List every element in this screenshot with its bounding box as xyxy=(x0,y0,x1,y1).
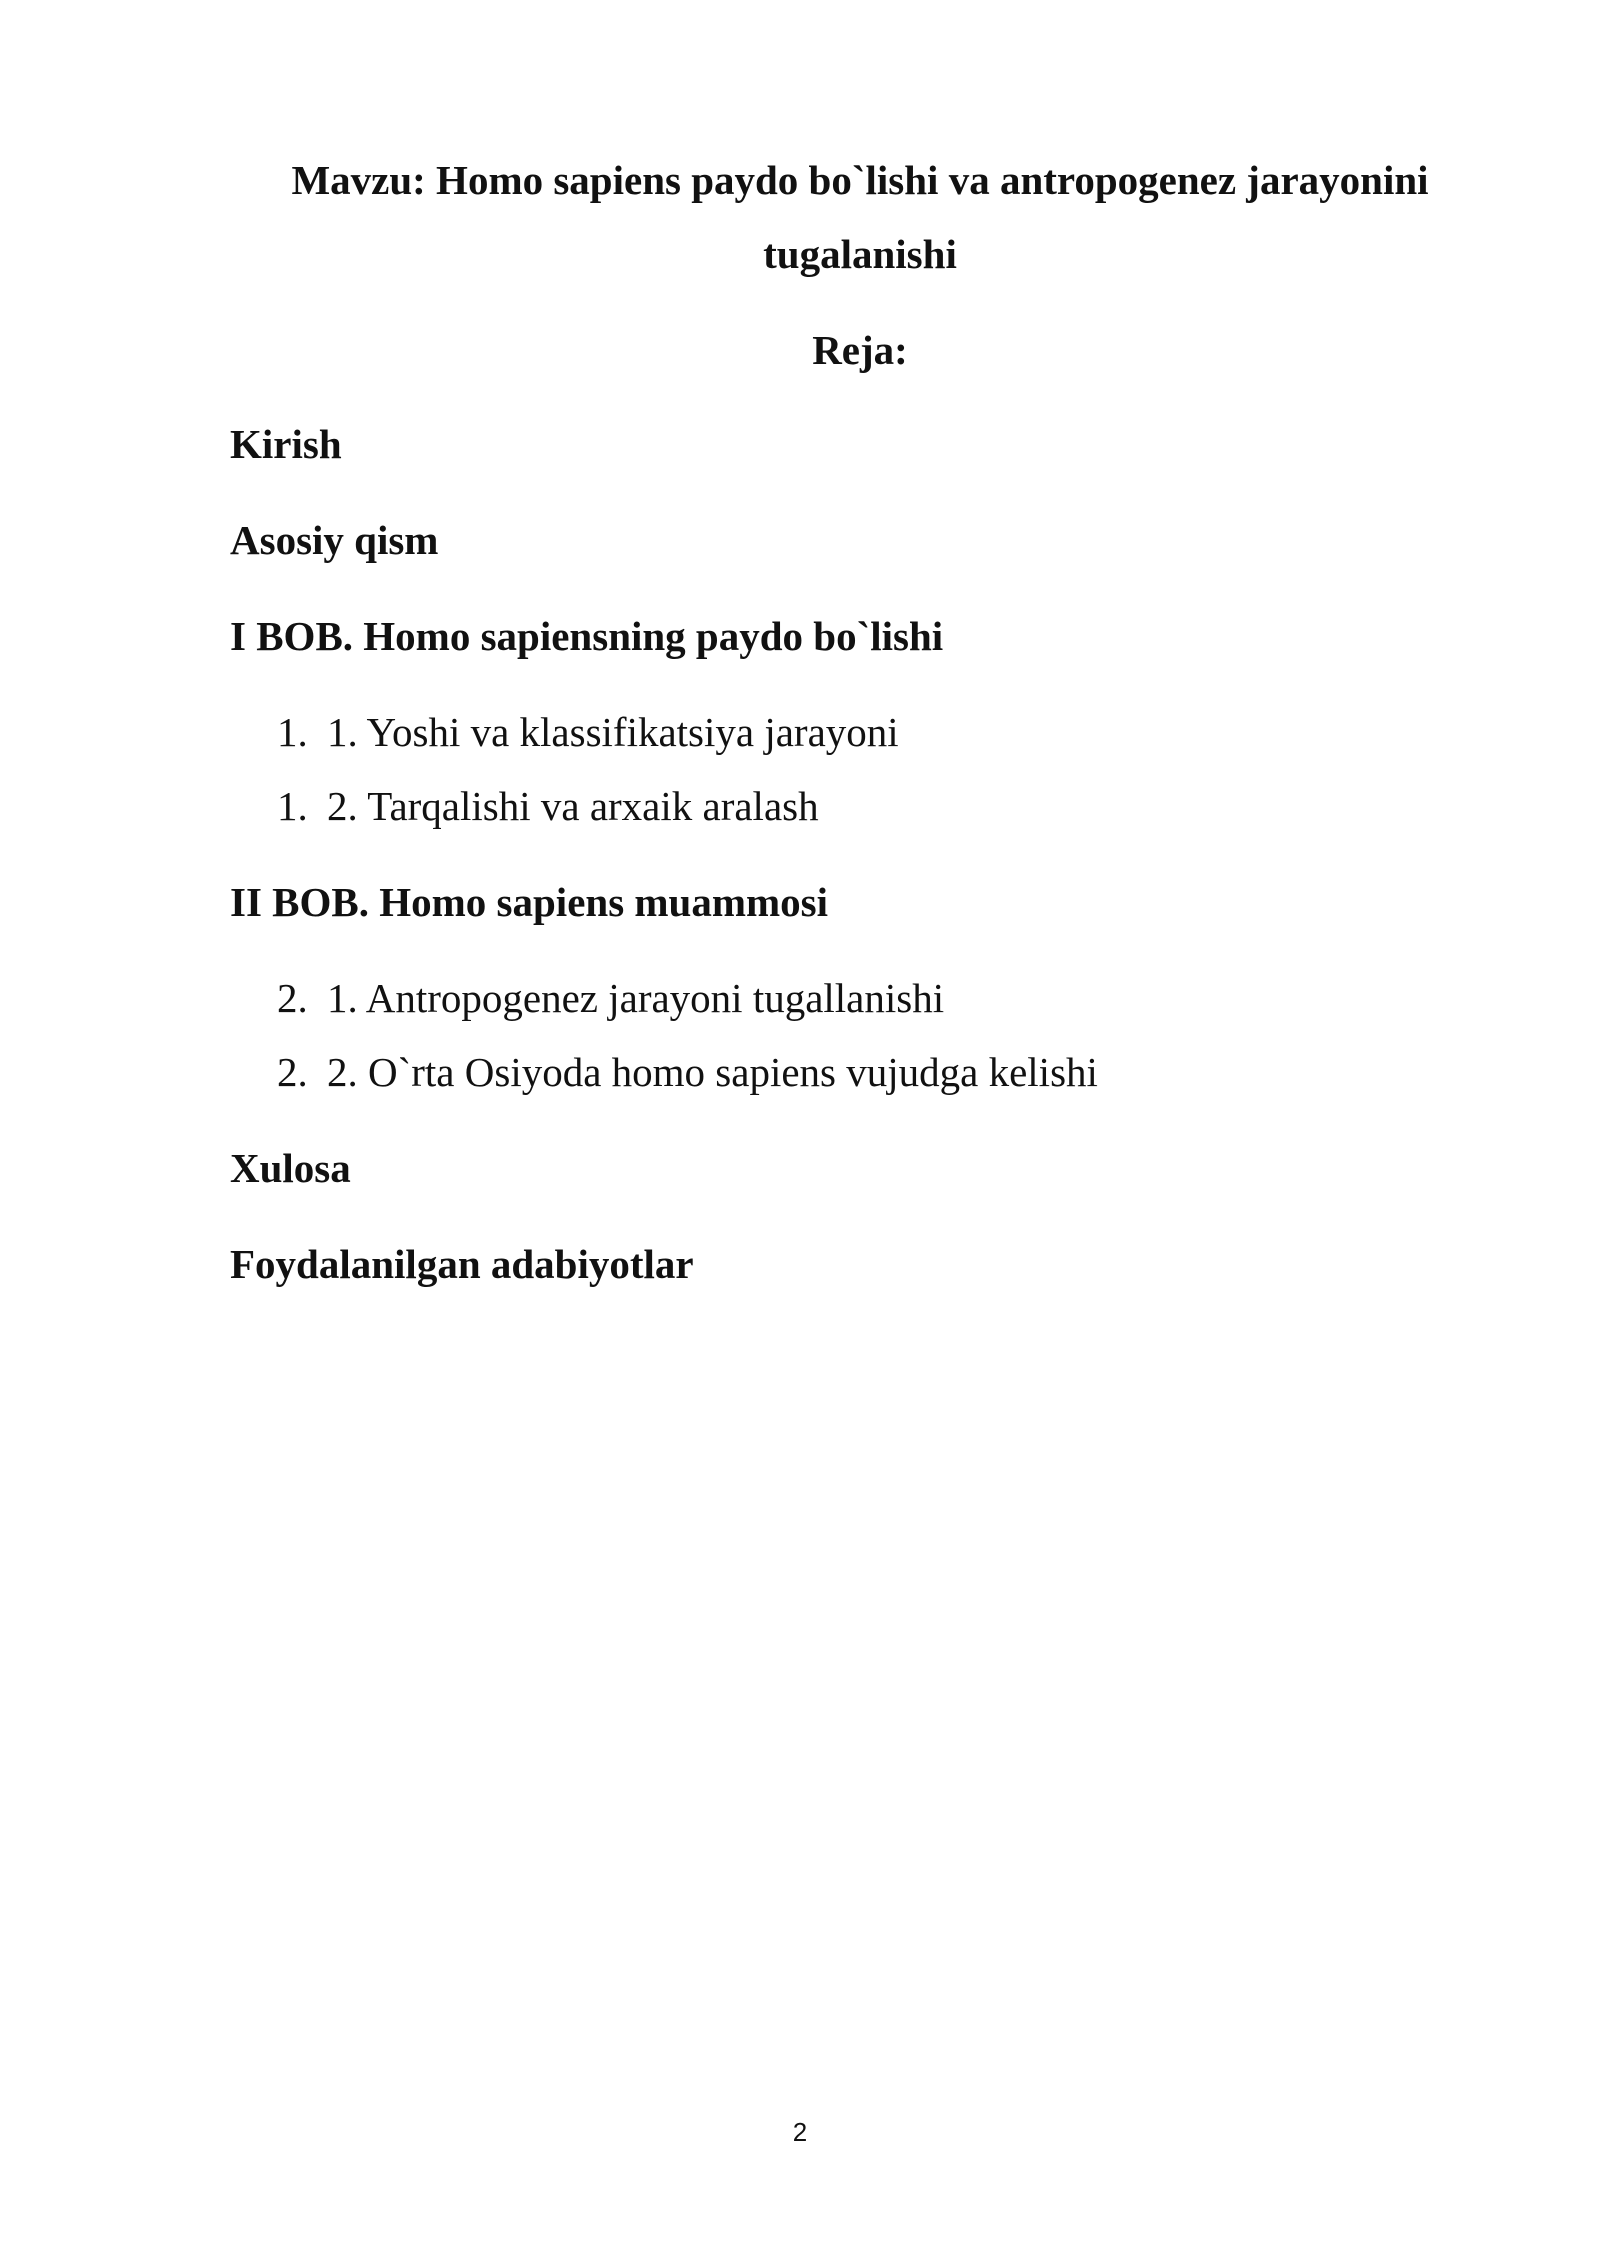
plan-heading: Reja: xyxy=(812,327,908,373)
list-item-text: 2. O`rta Osiyoda homo sapiens vujudga kelishi xyxy=(327,1049,1098,1095)
chapter-2-heading: II BOB. Homo sapiens muammosi xyxy=(230,879,829,925)
document-title: Mavzu: Homo sapiens paydo bo`lishi va antropogenez jarayonini tugalanishi xyxy=(291,157,1429,277)
list-number: 2. xyxy=(277,1049,308,1095)
list-number: 2. xyxy=(277,975,308,1021)
chapter-1-item-1 xyxy=(277,702,899,762)
list-number: 1. xyxy=(277,709,308,755)
chapter-1-heading: I BOB. Homo sapiensning paydo bo`lishi xyxy=(230,613,944,659)
list-number: 1. xyxy=(277,783,308,829)
list-item-text: 2. Tarqalishi va arxaik aralash xyxy=(327,783,819,829)
list-item-text: 1. Yoshi va klassifikatsiya jarayoni xyxy=(327,709,899,755)
section-conclusion: Xulosa xyxy=(230,1145,351,1191)
chapter-2-item-1 xyxy=(277,968,944,1028)
page-number: 2 xyxy=(792,2117,808,2147)
list-item-text: 1. Antropogenez jarayoni tugallanishi xyxy=(327,975,945,1021)
chapter-2-item-2 xyxy=(277,1042,1098,1102)
section-intro: Kirish xyxy=(230,421,342,467)
section-references: Foydalanilgan adabiyotlar xyxy=(230,1241,694,1287)
chapter-1-item-2 xyxy=(277,776,819,836)
section-main: Asosiy qism xyxy=(230,517,439,563)
